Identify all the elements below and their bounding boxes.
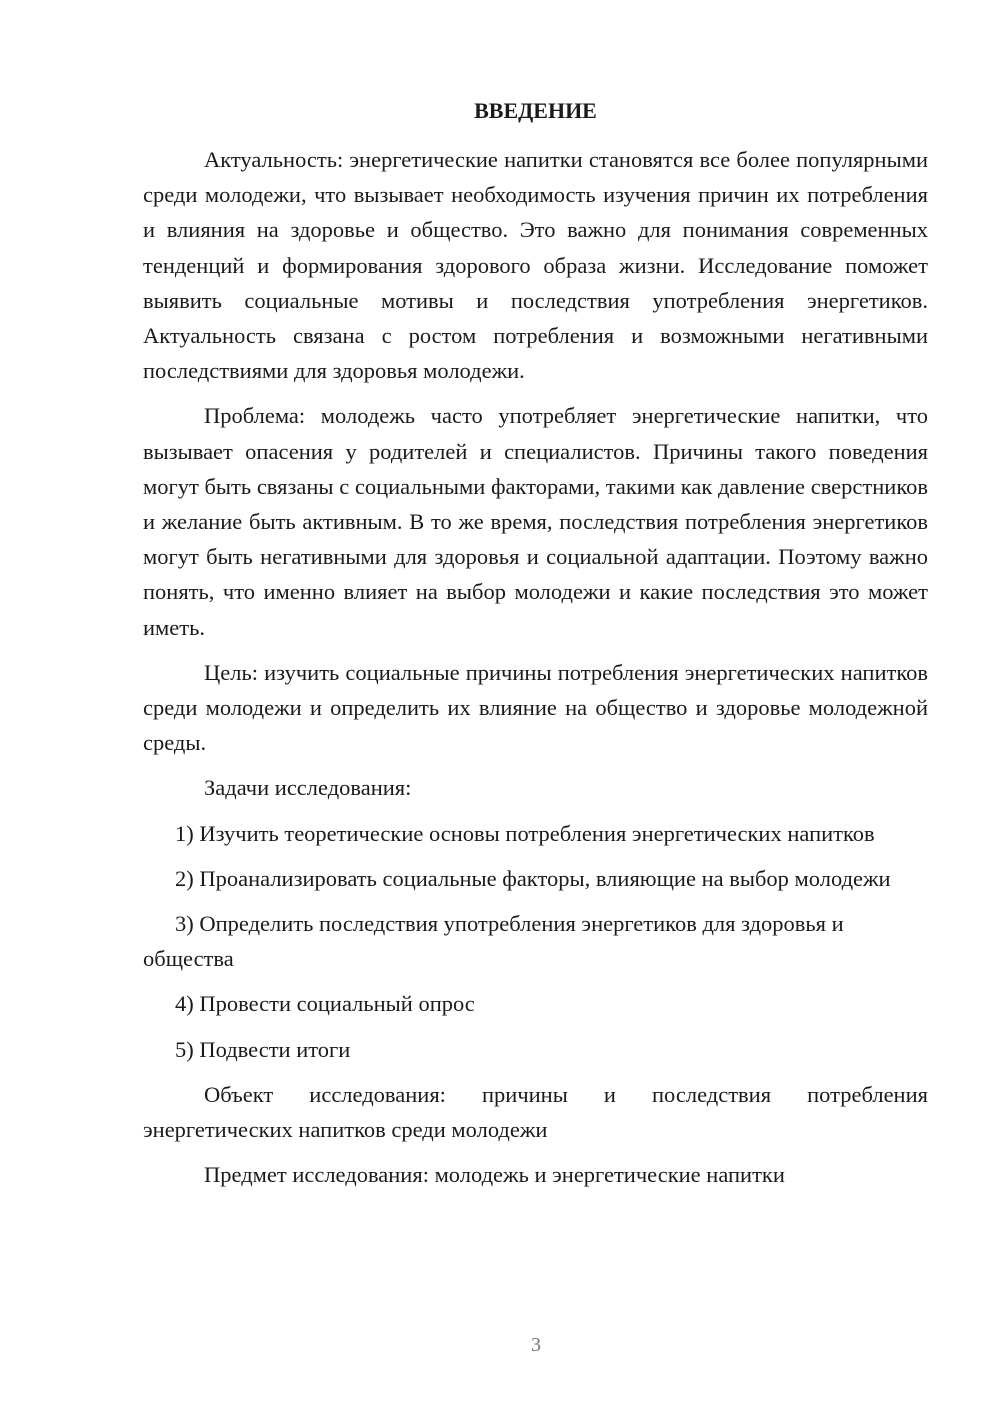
page-title: ВВЕДЕНИЕ	[474, 98, 597, 123]
paragraph-subject: Предмет исследования: молодежь и энергетические напитки	[204, 1162, 785, 1188]
paragraph-relevance: Актуальность: энергетические напитки становятся все более популярными среди молодежи, что вызывает необходимость изучения причин их потребления и влияния на здоровье и общество. Это важно для понимания современных тенденций и формирования здорового образа жизни. Исследование поможет выявить социальные мотивы и последствия употребления энергетиков. Актуальность связана с ростом потребления и возможными негативными последствиями для здоровья молодежи.	[143, 147, 928, 384]
task-item-5: 5) Подвести итоги	[175, 1036, 351, 1062]
document-body	[143, 142, 928, 1202]
task-item-3: 3) Определить последствия употребления энергетиков для здоровья и общества	[143, 911, 844, 972]
paragraph-goal: Цель: изучить социальные причины потребления энергетических напитков среди молодежи и определить их влияние на общество и здоровье молодежной среды.	[143, 659, 928, 756]
task-item-2: 2) Проанализировать социальные факторы, влияющие на выбор молодежи	[175, 865, 891, 891]
task-item-1: 1) Изучить теоретические основы потребления энергетических напитков	[175, 820, 875, 846]
paragraph-problem: Проблема: молодежь часто употребляет энергетические напитки, что вызывает опасения у родителей и специалистов. Причины такого поведения могут быть связаны с социальными факторами, такими как давление сверстников и желание быть активным. В то же время, последствия потребления энергетиков могут быть негативными для здоровья и социальной адаптации. Поэтому важно понять, что именно влияет на выбор молодежи и какие последствия это может иметь.	[143, 403, 928, 640]
page-number: 3	[531, 1334, 541, 1356]
tasks-heading: Задачи исследования:	[204, 775, 412, 801]
paragraph-object: Объект исследования: причины и последствия потребления энергетических напитков среди молодежи	[143, 1081, 928, 1143]
task-item-4: 4) Провести социальный опрос	[175, 991, 475, 1017]
